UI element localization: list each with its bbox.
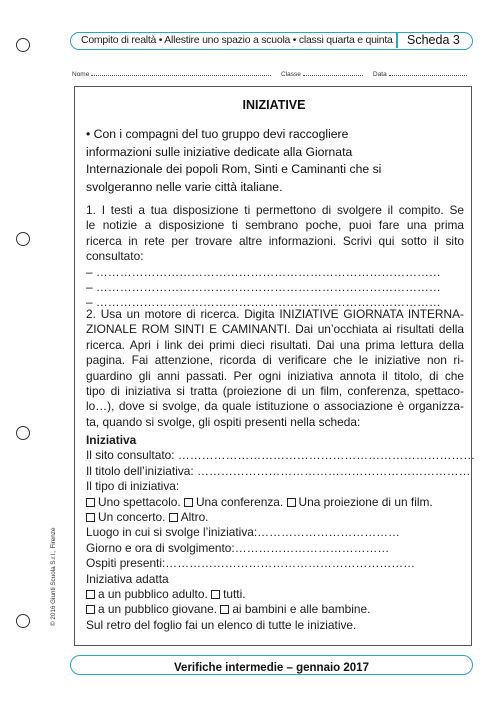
titolo-field[interactable]: Il titolo dell’iniziativa: …………………………………………………………… bbox=[86, 463, 471, 478]
luogo-field[interactable]: Luogo in cui si svolge l’iniziativa:……………………………… bbox=[86, 525, 400, 540]
header-separator bbox=[396, 33, 398, 48]
checkbox[interactable] bbox=[211, 590, 220, 599]
checkbox[interactable] bbox=[86, 513, 95, 522]
checkbox[interactable] bbox=[184, 498, 193, 507]
classe-blank bbox=[303, 69, 363, 76]
option-label: Una proiezione di un film. bbox=[298, 494, 433, 509]
task-line: tipo di iniziativa si tratta (proiezione di un film, conferenza, spettaco- bbox=[86, 384, 464, 399]
option-label: Altro. bbox=[180, 510, 209, 525]
checkbox[interactable] bbox=[169, 513, 178, 522]
nome-field bbox=[72, 69, 271, 78]
header-text: Compito di realtà • Allestire uno spazio a scuola • classi quarta e quinta bbox=[81, 34, 393, 46]
pubblico-options-row bbox=[86, 602, 464, 617]
task-1 bbox=[86, 203, 464, 311]
checkbox[interactable] bbox=[220, 605, 229, 614]
binder-hole bbox=[16, 232, 30, 246]
intro-line: • Con i compagni del tuo gruppo devi raccogliere bbox=[86, 127, 349, 141]
checkbox[interactable] bbox=[86, 590, 95, 599]
intro-paragraph bbox=[86, 126, 466, 196]
task-line: guardino gli anni passati. Per ogni iniziativa annota il titolo, di che bbox=[86, 368, 464, 383]
binder-hole bbox=[16, 426, 30, 440]
sito-field[interactable]: Il sito consultato: ………………………………………………………………… bbox=[86, 448, 476, 463]
intro-line: Internazionale dei popoli Rom, Sinti e Caminanti che si bbox=[86, 162, 382, 176]
nome-label: Nome bbox=[72, 71, 90, 78]
binder-hole bbox=[16, 38, 30, 52]
tipo-options-row bbox=[86, 495, 464, 510]
option-label: a un pubblico giovane. bbox=[98, 602, 217, 617]
scheda-label: Scheda 3 bbox=[407, 33, 460, 47]
giorno-field[interactable]: Giorno e ora di svolgimento:………………………………… bbox=[86, 540, 390, 555]
task-line: ricerca in rete per trovare altre informazioni. Scrivi qui sotto il sito bbox=[86, 233, 464, 248]
option-label: Una conferenza. bbox=[195, 494, 284, 509]
header-bar bbox=[70, 32, 473, 50]
option-label: tutti. bbox=[223, 587, 246, 602]
iniziativa-form bbox=[86, 433, 476, 633]
footer-bar bbox=[70, 655, 473, 675]
task-line: ZIONALE ROM SINTI E CAMINANTI. Dai un’occhiata ai risultati della bbox=[86, 322, 464, 337]
form-heading: Iniziativa bbox=[86, 433, 137, 447]
checkbox[interactable] bbox=[86, 605, 95, 614]
option-label: ai bambini e alle bambine. bbox=[232, 602, 371, 617]
binder-hole bbox=[16, 614, 30, 628]
intro-line: informazioni sulle iniziative dedicate alla Giornata bbox=[86, 144, 353, 159]
classe-label: Classe bbox=[281, 71, 301, 78]
task-number: 2. bbox=[86, 307, 96, 321]
checkbox[interactable] bbox=[287, 498, 296, 507]
adatta-label: Iniziativa adatta bbox=[86, 571, 169, 586]
task-line: le notizie a disposizione ti sembrano poche, puoi fare una prima bbox=[86, 218, 464, 233]
pubblico-options-row bbox=[86, 587, 464, 602]
site-blank-line[interactable]: – …………………………………………………………………………… bbox=[86, 280, 441, 295]
task-line: lo…), dove si svolge, da quale istituzione o associazione è organizza- bbox=[86, 399, 464, 414]
task-number: 1. bbox=[86, 203, 96, 217]
option-label: a un pubblico adulto. bbox=[98, 587, 208, 602]
footer-text: Verifiche intermedie – gennaio 2017 bbox=[174, 662, 369, 674]
task-line: ricerca. Apri i link dei primi dieci risultati. Dai una prima lettura della bbox=[86, 337, 464, 352]
checkbox[interactable] bbox=[86, 498, 95, 507]
tipo-options-row bbox=[86, 510, 464, 525]
data-blank bbox=[389, 69, 467, 76]
copyright-notice: © 2016 Giunti Scuola S.r.l., Firenze bbox=[50, 527, 57, 626]
task-line: consultato: bbox=[86, 249, 144, 264]
task-line: pagina. Fai attenzione, ricorda di verificare che le iniziative non ri- bbox=[86, 353, 464, 368]
data-field bbox=[373, 69, 467, 78]
data-label: Data bbox=[373, 71, 387, 78]
task-line: ta, quando si svolge, gli ospiti presenti nella scheda: bbox=[86, 414, 361, 429]
ospiti-field[interactable]: Ospiti presenti:……………………………………………………… bbox=[86, 556, 416, 571]
page-title: INIZIATIVE bbox=[242, 98, 306, 112]
tipo-label: Il tipo di iniziativa: bbox=[86, 479, 180, 494]
option-label: Uno spettacolo. bbox=[98, 494, 181, 509]
task-2 bbox=[86, 307, 464, 430]
nome-blank bbox=[91, 69, 271, 76]
intro-line: svolgeranno nelle varie città italiane. bbox=[86, 179, 283, 194]
task-line: 2. Usa un motore di ricerca. Digita INIZIATIVE GIORNATA INTERNA- bbox=[86, 307, 464, 321]
site-blank-line[interactable]: – …………………………………………………………………………… bbox=[86, 295, 441, 310]
retro-instruction: Sul retro del foglio fai un elenco di tutte le iniziative. bbox=[86, 617, 357, 632]
site-blank-line[interactable]: – …………………………………………………………………………… bbox=[86, 264, 441, 279]
task-line: 1. I testi a tua disposizione ti permettono di svolgere il compito. Se bbox=[86, 203, 464, 217]
classe-field bbox=[281, 69, 363, 78]
option-label: Un concerto. bbox=[98, 510, 166, 525]
